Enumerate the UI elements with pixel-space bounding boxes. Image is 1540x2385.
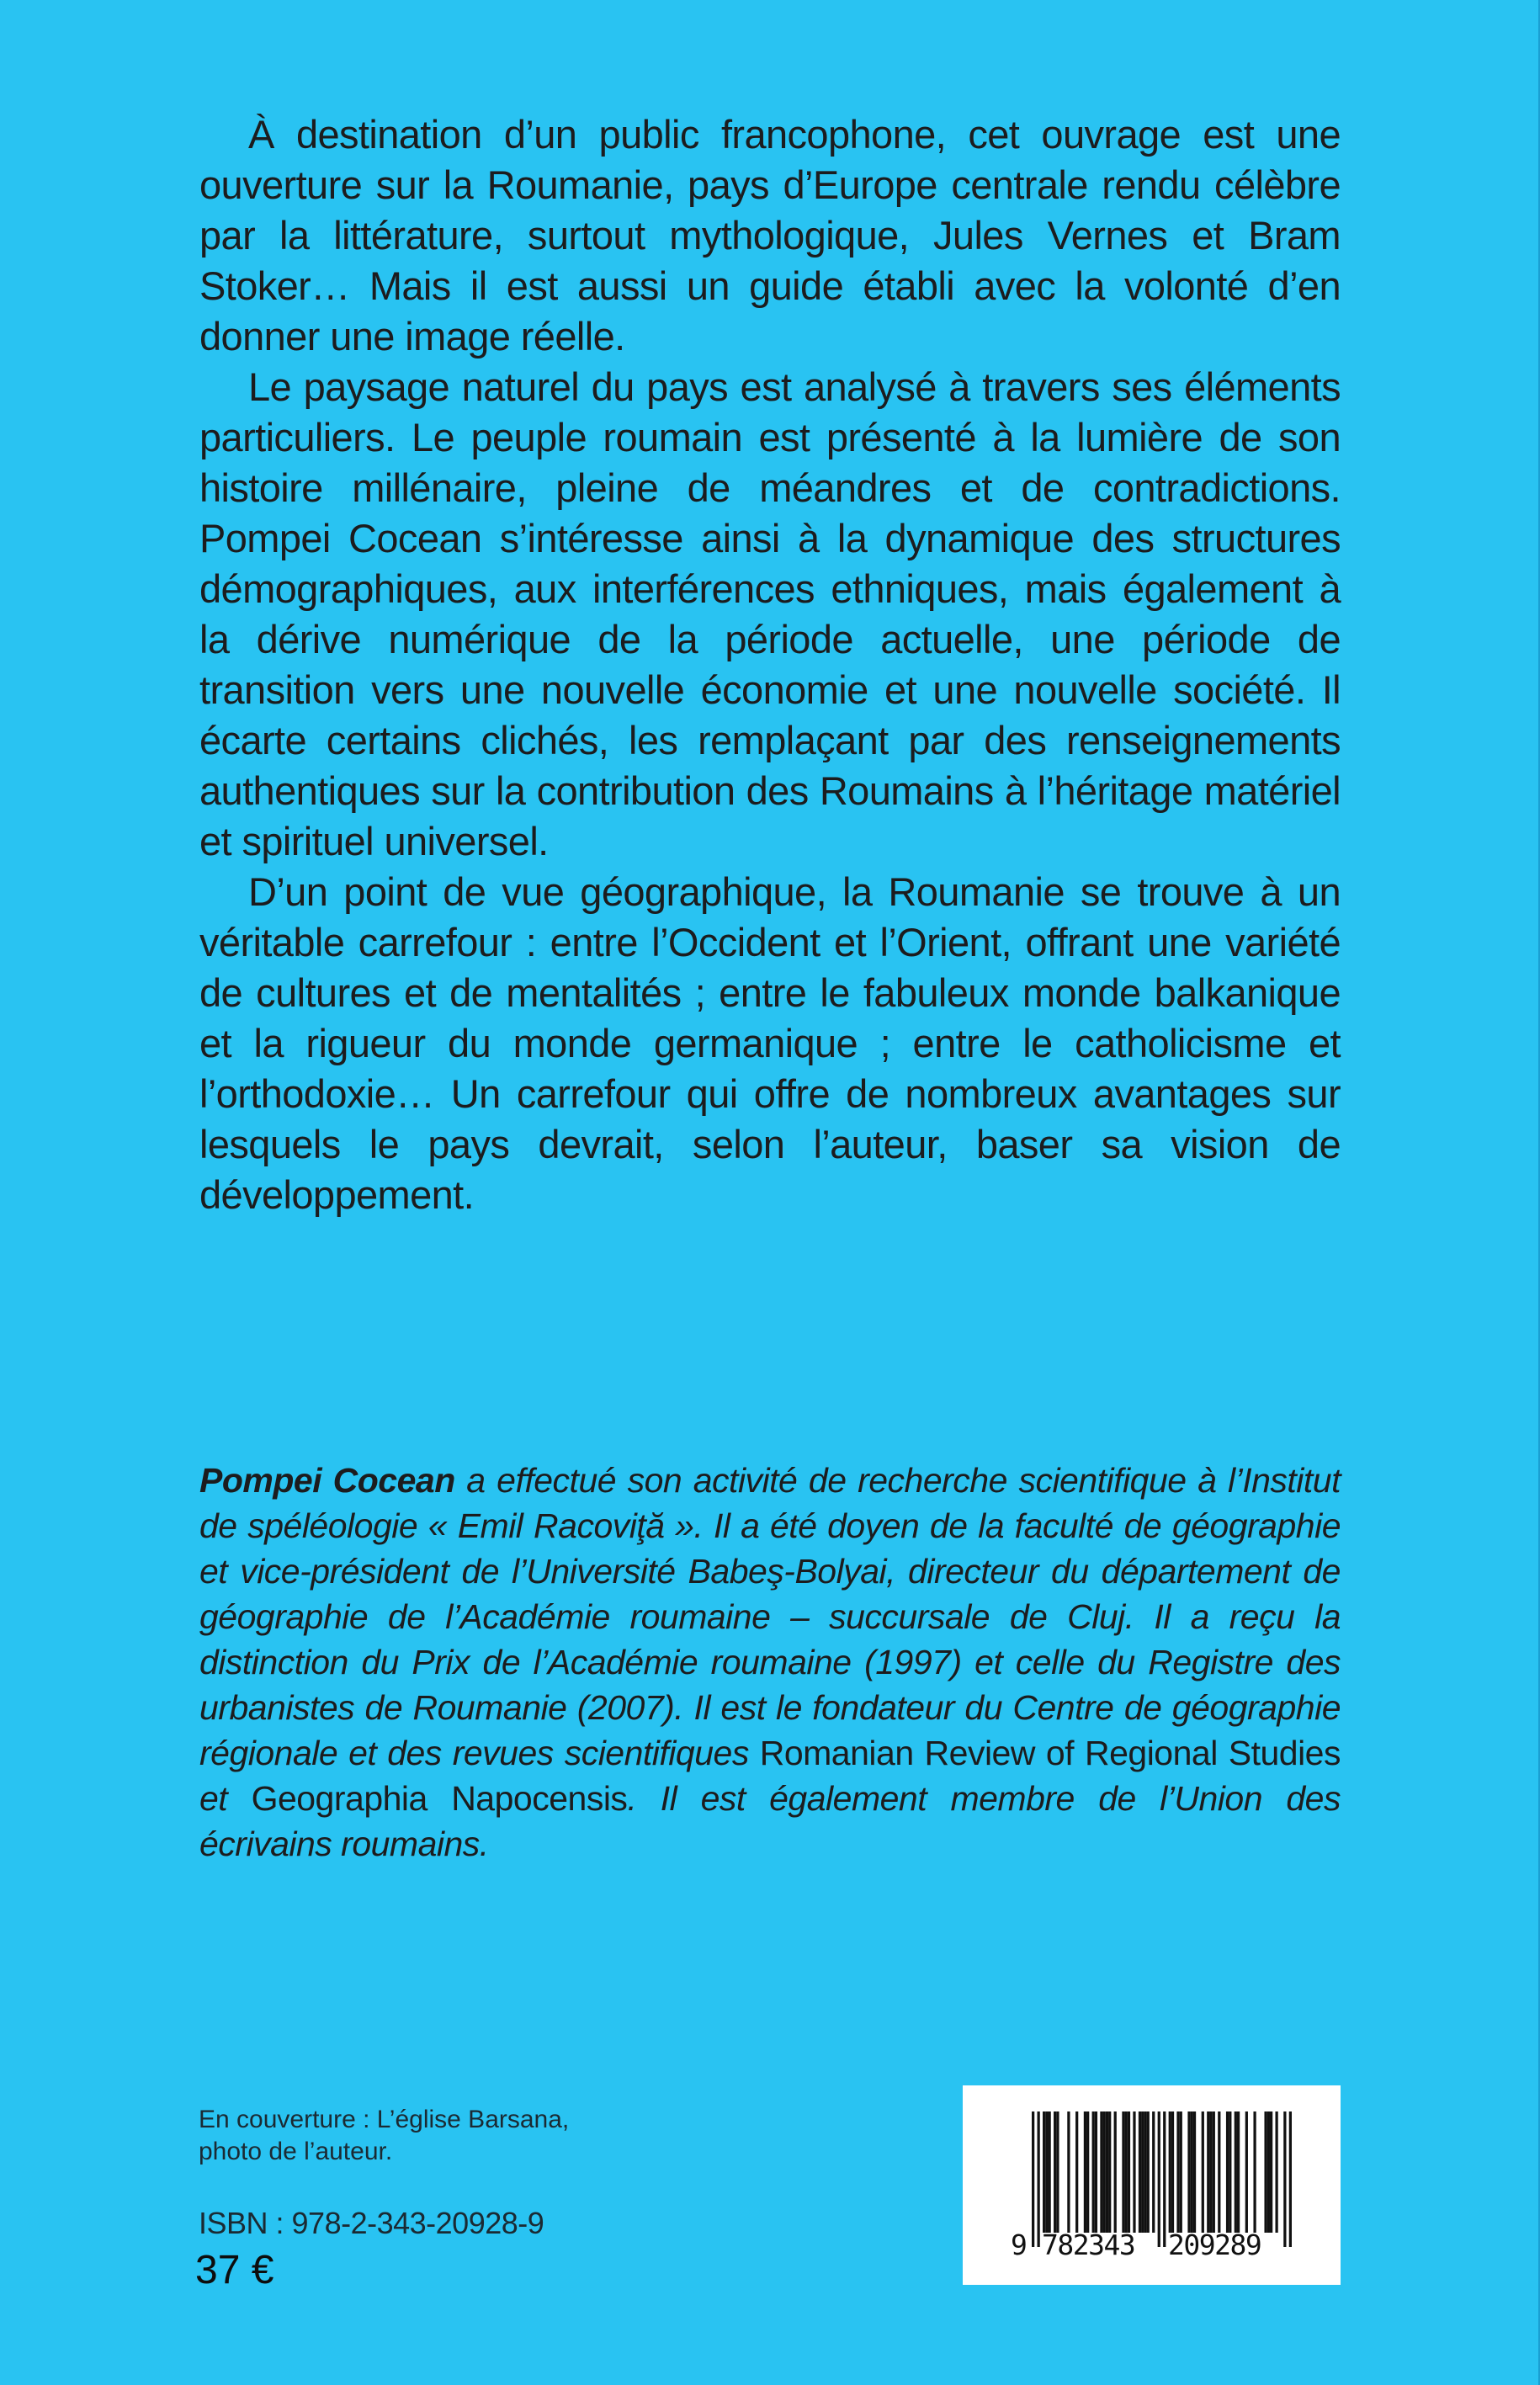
barcode-first-digit: 9 — [1011, 2228, 1028, 2261]
barcode-panel — [963, 2085, 1341, 2285]
blurb-paragraph-3: D’un point de vue géographique, la Roumanie se trouve à un véritable carrefour : entre l’Occident et l’Orient, offrant une variété de cultures et de mentalités ; entre le fabuleux monde balkanique et la rigueur du monde germanique ; entre le catholicisme et l’orthodoxie… Un carrefour qui offre de nombreux avantages sur lesquels le pays devrait, selon l’auteur, baser sa vision de développement. — [199, 869, 1341, 1217]
cover-credit — [199, 2104, 569, 2168]
blurb-paragraph-2: Le paysage naturel du pays est analysé à travers ses éléments particuliers. Le peuple roumain est présenté à la lumière de son histoire millénaire, pleine de méandres et de contradictions. Pompei Cocean s’intéresse ainsi à la dynamique des structures démographiques, aux interférences ethniques, mais également à la dérive numérique de la période actuelle, une période de transition vers une nouvelle économie et une nouvelle société. Il écarte certains clichés, les remplaçant par des renseignements authentiques sur la contribution des Roumains à l’héritage matériel et spirituel universel. — [199, 364, 1341, 863]
bio-connector: et — [199, 1779, 252, 1818]
blurb-text — [199, 109, 1341, 1220]
author-bio — [199, 1458, 1341, 1867]
author-bio-paragraph — [199, 1458, 1341, 1867]
author-name: Pompei Cocean — [199, 1461, 455, 1500]
bio-text-part1: a effectué son activité de recherche scientifique à l’Institut de spéléologie « Emil Racoviţă ». Il a été doyen de la faculté de géographie et vice-président de l’Université Babeş-Bolyai, directeur du département de géographie de l’Académie roumaine – succursale de Cluj. Il a reçu la distinction du Prix de l’Académie roumaine (1997) et celle du Registre des urbanistes de Roumanie (2007). Il est le fondateur du Centre de géographie régionale et des revues scientifiques — [199, 1461, 1341, 1772]
cover-credit-line-2: photo de l’auteur. — [199, 2138, 393, 2165]
cover-credit-line-1: En couverture : L’église Barsana, — [199, 2106, 570, 2133]
price-label: 37 € — [195, 2248, 274, 2292]
journal-title-1: Romanian Review of Regional Studies — [759, 1734, 1341, 1772]
blurb-paragraph-1: À destination d’un public francophone, cet ouvrage est une ouverture sur la Roumanie, pays d’Europe centrale rendu célèbre par la littérature, surtout mythologique, Jules Vernes et Bram Stoker… Mais il est aussi un guide établi avec la volonté d’en donner une image réelle. — [199, 112, 1341, 359]
barcode-left-digits: 782343 — [1042, 2228, 1135, 2261]
bio-text-part2: . Il est également membre de l’Union des écrivains roumains. — [199, 1779, 1341, 1863]
isbn-label: ISBN : 978-2-343-20928-9 — [199, 2206, 544, 2240]
barcode-right-digits: 209289 — [1168, 2228, 1261, 2261]
journal-title-2: Geographia Napocensis — [251, 1779, 628, 1818]
